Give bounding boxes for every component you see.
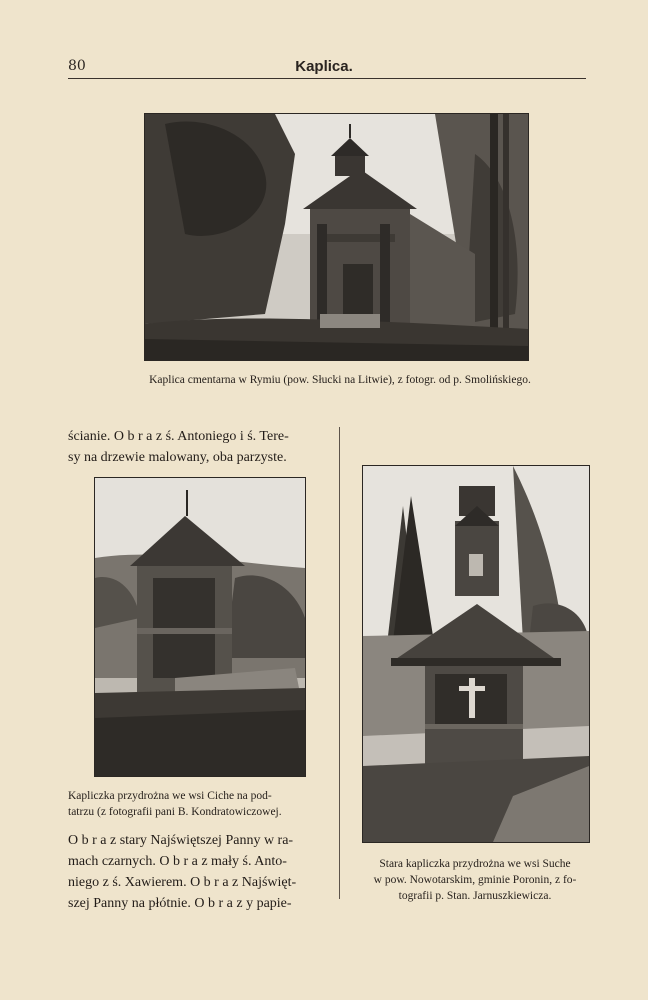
running-head: Kaplica. bbox=[295, 58, 353, 75]
photo-roadside-chapel-suche bbox=[362, 465, 590, 843]
text-block-upper bbox=[68, 426, 338, 468]
caption-line: Stara kapliczka przydrożna we wsi Suche bbox=[379, 858, 571, 870]
caption-top-figure: Kaplica cmentarna w Rymiu (pow. Słucki na Litwie), z fotogr. od p. Smolińskiego. bbox=[149, 374, 531, 386]
text-line: ścianie. O b r a z ś. Antoniego i ś. Tere- bbox=[68, 429, 289, 444]
text-line: mach czarnych. O b r a z mały ś. Anto- bbox=[68, 854, 287, 869]
caption-line: Kapliczka przydrożna we wsi Ciche na pod- bbox=[68, 790, 272, 802]
photo-cemetery-chapel bbox=[144, 113, 529, 361]
text-line: O b r a z stary Najświętszej Panny w ra- bbox=[68, 833, 294, 848]
column-rule bbox=[339, 427, 340, 899]
page-number: 80 bbox=[68, 58, 86, 74]
text-line: szej Panny na płótnie. O b r a z y papie- bbox=[68, 896, 292, 911]
photo-roadside-chapel-ciche bbox=[94, 477, 306, 777]
caption-line: w pow. Nowotarskim, gminie Poronin, z fo- bbox=[373, 874, 577, 886]
text-line: sy na drzewie malowany, oba parzyste. bbox=[68, 450, 287, 465]
caption-right-figure bbox=[342, 856, 608, 904]
text-block-lower bbox=[68, 830, 338, 914]
text-line: niego z ś. Xawierem. O b r a z Najświęt- bbox=[68, 875, 297, 890]
header-rule bbox=[68, 78, 586, 79]
caption-line: tatrzu (z fotografii pani B. Kondratowiczowej. bbox=[68, 806, 282, 818]
caption-line: tografii p. Stan. Jarnuszkiewicza. bbox=[398, 890, 552, 902]
caption-left-figure bbox=[68, 788, 338, 820]
